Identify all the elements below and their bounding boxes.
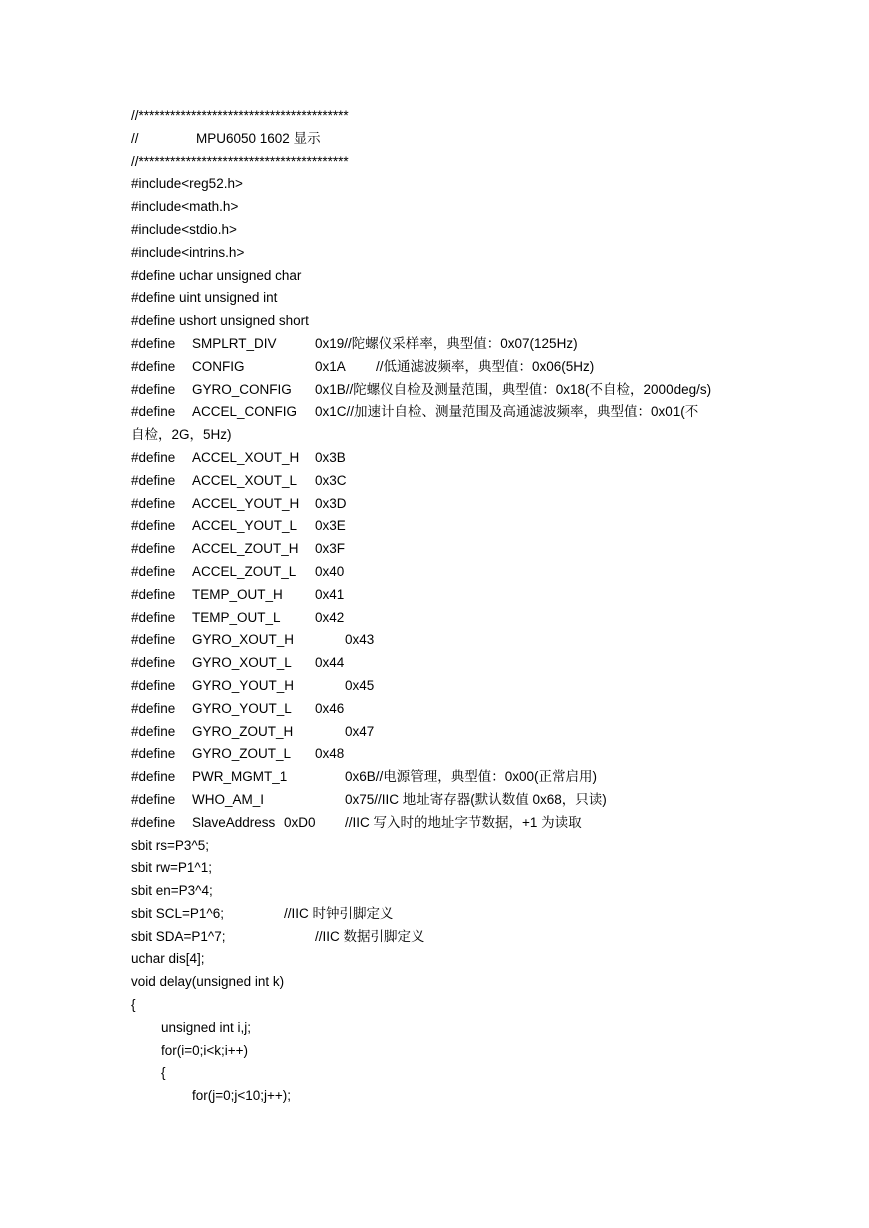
code-line bbox=[131, 1017, 751, 1040]
code-line bbox=[131, 493, 751, 516]
code-line bbox=[131, 561, 751, 584]
code-token: ACCEL_XOUT_H bbox=[192, 449, 300, 465]
code-line: #define uint unsigned int bbox=[131, 290, 278, 306]
code-token: GYRO_YOUT_L bbox=[192, 700, 292, 716]
code-token: #define bbox=[131, 677, 176, 693]
code-line bbox=[131, 675, 751, 698]
code-token: CONFIG bbox=[192, 358, 245, 374]
code-line bbox=[131, 1085, 751, 1108]
code-token: //IIC 数据引脚定义 bbox=[315, 928, 425, 944]
code-token: 0x1B//陀螺仪自检及测量范围，典型值：0x18(不自检，2000deg/s) bbox=[315, 381, 712, 397]
code-token: SlaveAddress bbox=[192, 814, 276, 830]
code-token: GYRO_XOUT_H bbox=[192, 632, 295, 648]
code-token: ACCEL_CONFIG bbox=[192, 404, 298, 420]
code-token: 0x41 bbox=[315, 586, 345, 602]
code-line bbox=[131, 903, 751, 926]
code-line bbox=[131, 789, 751, 812]
code-token: TEMP_OUT_L bbox=[192, 609, 281, 625]
code-token: 0x3D bbox=[315, 495, 347, 511]
code-token: #define bbox=[131, 449, 176, 465]
code-line bbox=[131, 607, 751, 630]
code-token: 0x6B//电源管理，典型值：0x00(正常启用) bbox=[345, 769, 598, 785]
code-token: #define bbox=[131, 791, 176, 807]
code-line bbox=[131, 401, 751, 424]
code-line: #include<intrins.h> bbox=[131, 244, 245, 260]
code-token: #define bbox=[131, 335, 176, 351]
code-line bbox=[131, 584, 751, 607]
code-line: sbit rw=P1^1; bbox=[131, 860, 212, 876]
code-line bbox=[131, 721, 751, 744]
code-line bbox=[131, 1062, 751, 1085]
code-line bbox=[131, 698, 751, 721]
code-token: #define bbox=[131, 700, 176, 716]
code-token: 0x1C//加速计自检、测量范围及高通滤波频率，典型值：0x01(不 bbox=[315, 404, 699, 420]
code-token: #define bbox=[131, 746, 176, 762]
code-line bbox=[131, 926, 751, 949]
code-line bbox=[131, 652, 751, 675]
code-token: #define bbox=[131, 586, 176, 602]
code-line: #define uchar unsigned char bbox=[131, 267, 302, 283]
code-token: 0x1A bbox=[315, 358, 346, 374]
document-body bbox=[131, 105, 751, 1108]
code-token: 0x42 bbox=[315, 609, 345, 625]
code-token: GYRO_CONFIG bbox=[192, 381, 292, 397]
code-line: 自检，2G，5Hz) bbox=[131, 427, 232, 443]
code-token: ACCEL_ZOUT_L bbox=[192, 563, 297, 579]
code-token: SMPLRT_DIV bbox=[192, 335, 277, 351]
code-line bbox=[131, 470, 751, 493]
code-line bbox=[131, 1040, 751, 1063]
code-line bbox=[131, 379, 751, 402]
code-token: for(j=0;j<10;j++); bbox=[192, 1088, 292, 1104]
code-token: #define bbox=[131, 495, 176, 511]
code-line bbox=[131, 515, 751, 538]
code-token: ACCEL_XOUT_L bbox=[192, 472, 298, 488]
code-line bbox=[131, 128, 751, 151]
code-token: #define bbox=[131, 563, 176, 579]
code-token: 0x3F bbox=[315, 541, 346, 557]
code-token: sbit SCL=P1^6; bbox=[131, 905, 225, 921]
code-token: 0x46 bbox=[315, 700, 345, 716]
code-token: #define bbox=[131, 814, 176, 830]
code-line: #include<reg52.h> bbox=[131, 176, 243, 192]
code-token: #define bbox=[131, 541, 176, 557]
code-line: #define ushort unsigned short bbox=[131, 313, 309, 329]
code-token: GYRO_ZOUT_L bbox=[192, 746, 292, 762]
code-token: 0x44 bbox=[315, 655, 345, 671]
code-token: 0x45 bbox=[345, 677, 375, 693]
code-token: 0xD0 bbox=[284, 814, 316, 830]
code-token: ACCEL_ZOUT_H bbox=[192, 541, 299, 557]
code-token: sbit SDA=P1^7; bbox=[131, 928, 226, 944]
code-token: 0x3E bbox=[315, 518, 346, 534]
code-token: GYRO_ZOUT_H bbox=[192, 723, 294, 739]
code-token: for(i=0;i<k;i++) bbox=[161, 1042, 249, 1058]
code-token: unsigned int i,j; bbox=[161, 1019, 252, 1035]
code-token: //IIC 写入时的地址字节数据，+1 为读取 bbox=[345, 814, 582, 830]
code-token: GYRO_XOUT_L bbox=[192, 655, 292, 671]
code-token: 0x19//陀螺仪采样率，典型值：0x07(125Hz) bbox=[315, 335, 578, 351]
code-line bbox=[131, 629, 751, 652]
code-line: void delay(unsigned int k) bbox=[131, 974, 285, 990]
code-token: // bbox=[131, 130, 139, 146]
code-token: 0x47 bbox=[345, 723, 375, 739]
code-line bbox=[131, 766, 751, 789]
code-token: MPU6050 1602 显示 bbox=[196, 130, 321, 146]
code-line: #include<math.h> bbox=[131, 199, 239, 215]
code-token: #define bbox=[131, 518, 176, 534]
code-line: { bbox=[131, 997, 136, 1013]
code-token: 0x3B bbox=[315, 449, 346, 465]
code-token: #define bbox=[131, 769, 176, 785]
code-line: uchar dis[4]; bbox=[131, 951, 205, 967]
code-token: #define bbox=[131, 358, 176, 374]
code-line bbox=[131, 743, 751, 766]
code-token: #define bbox=[131, 609, 176, 625]
code-line bbox=[131, 356, 751, 379]
code-line: sbit rs=P3^5; bbox=[131, 837, 209, 853]
code-token: #define bbox=[131, 381, 176, 397]
code-line: sbit en=P3^4; bbox=[131, 883, 213, 899]
code-token: ACCEL_YOUT_L bbox=[192, 518, 298, 534]
code-token: #define bbox=[131, 632, 176, 648]
code-token: 0x40 bbox=[315, 563, 345, 579]
code-token: 0x48 bbox=[315, 746, 345, 762]
code-token: //低通滤波频率，典型值：0x06(5Hz) bbox=[376, 358, 595, 374]
code-token: #define bbox=[131, 655, 176, 671]
code-token: { bbox=[161, 1065, 166, 1081]
code-token: 0x3C bbox=[315, 472, 347, 488]
code-token: 0x43 bbox=[345, 632, 375, 648]
code-token: #define bbox=[131, 472, 176, 488]
code-token: GYRO_YOUT_H bbox=[192, 677, 295, 693]
code-token: #define bbox=[131, 404, 176, 420]
code-line bbox=[131, 538, 751, 561]
code-token: //IIC 时钟引脚定义 bbox=[284, 905, 394, 921]
code-token: ACCEL_YOUT_H bbox=[192, 495, 300, 511]
code-token: 0x75//IIC 地址寄存器(默认数值 0x68，只读) bbox=[345, 791, 607, 807]
code-token: WHO_AM_I bbox=[192, 791, 265, 807]
code-token: TEMP_OUT_H bbox=[192, 586, 283, 602]
code-line bbox=[131, 812, 751, 835]
code-line: #include<stdio.h> bbox=[131, 221, 237, 237]
code-line: //**************************************** bbox=[131, 153, 349, 169]
code-token: PWR_MGMT_1 bbox=[192, 769, 288, 785]
code-token: #define bbox=[131, 723, 176, 739]
code-line bbox=[131, 447, 751, 470]
code-line: //**************************************** bbox=[131, 108, 349, 123]
code-line bbox=[131, 333, 751, 356]
